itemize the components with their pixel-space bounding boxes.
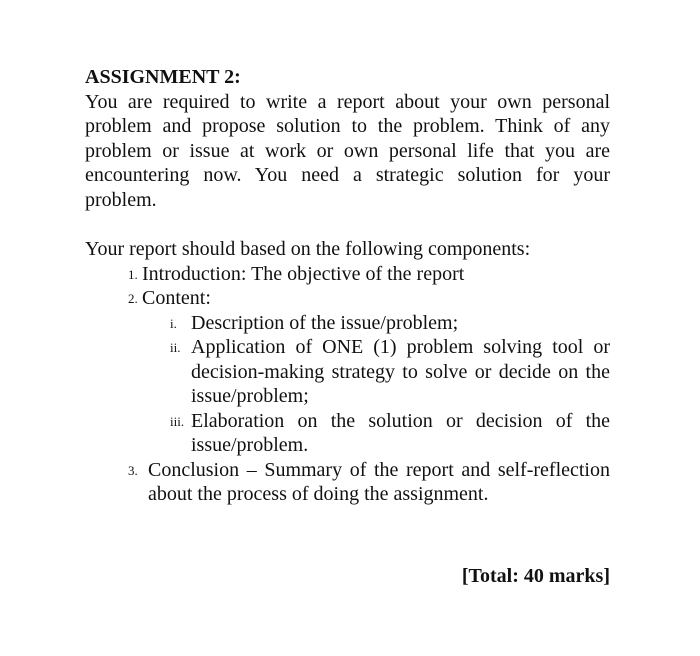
assignment-document [85,65,610,507]
list-number: 3. [128,462,138,478]
list-item-text: Content: [142,287,211,309]
assignment-description: You are required to write a report about your own personal problem and propose solution to the problem. Think of any problem or issue at work or own personal life that you are encountering now. You need a strategic solution for your problem. [85,90,610,211]
sublist-item-elaboration [85,409,610,458]
assignment-title: ASSIGNMENT 2: [85,66,241,88]
list-item-content [85,286,610,311]
sublist-number: ii. [170,340,181,355]
list-item-text: Introduction: The objective of the report [142,262,465,285]
list-item-text: Conclusion – Summary of the report and self-reflection about the process of doing the assignment. [148,458,610,505]
sublist-number: iii. [170,413,185,429]
components-intro: Your report should based on the following components: [85,238,531,260]
sublist-item-application [85,335,610,409]
sublist-number: i. [170,315,177,331]
list-item-conclusion [85,458,610,507]
total-marks: [Total: 40 marks] [461,565,610,587]
sublist-item-text: Description of the issue/problem; [191,311,459,334]
sublist-item-text: Elaboration on the solution or decision of the issue/problem. [191,409,610,456]
sublist-item-description [85,311,610,336]
sublist-item-text: Application of ONE (1) problem solving tool or decision-making strategy to solve or decide on the issue/problem; [191,336,610,407]
list-number: 2. [128,291,138,306]
list-number: 1. [128,266,138,282]
list-item-introduction [85,262,610,287]
